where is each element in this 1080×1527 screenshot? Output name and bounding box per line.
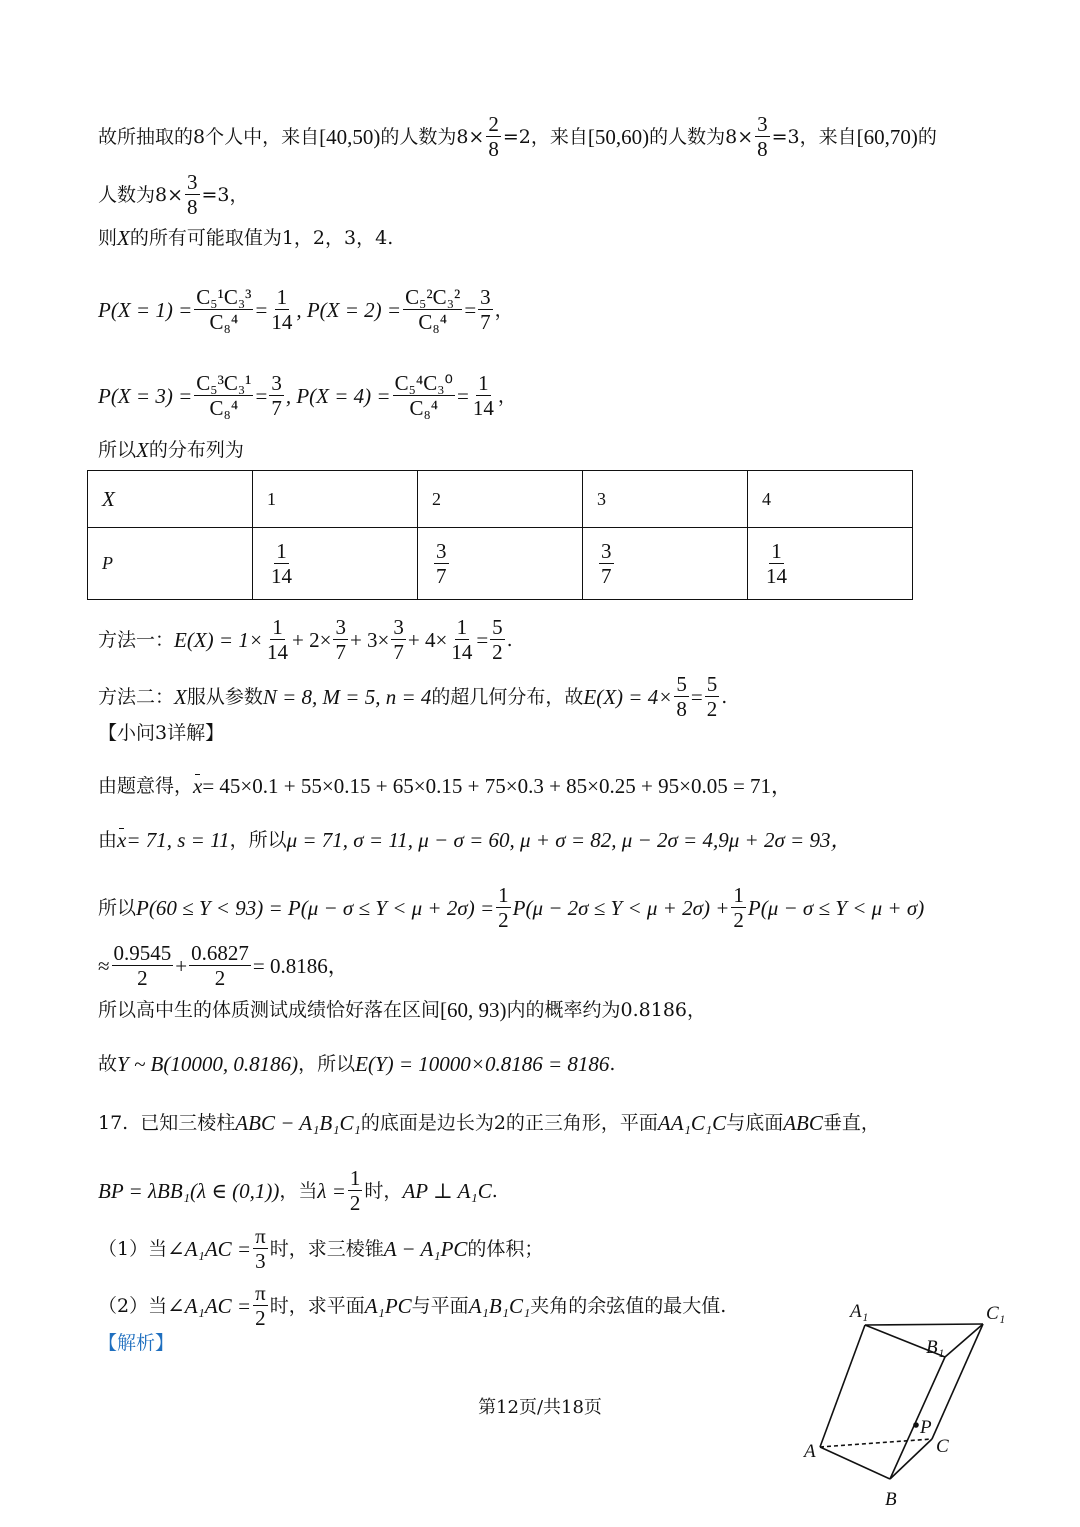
method-two: 方法二： X 服从参数 N = 8, M = 5, n = 4 的超几何分布，故 E(X) = 4× $\frac{5}{8}$ = $\frac{5}{2}$ . — [98, 672, 728, 721]
table-cell: $\frac{1}{14}$ — [748, 528, 913, 600]
label-c: C — [936, 1436, 949, 1457]
table-cell: $\frac{3}{7}$ — [418, 528, 583, 600]
binomial-expectation: 故 Y ~ B(10000, 0.8186) ，所以 E(Y) = 10000×0.8186 = 8186 . — [98, 1052, 616, 1076]
probability-x1-x2: P(X = 1) = $\frac{\text{C₅¹C₃³}}{\text{C₈⁴}}$ = $\frac{1}{14}$ , P(X = 2) = $\frac{\text{C₅²C₃²}}{\text{C₈⁴}}$ = $\frac{3}{7}$ ， — [98, 285, 514, 334]
edge-a-a1 — [820, 1325, 865, 1447]
subquestion-1: （1）当 ∠A₁AC = $\frac{\pi}{3}$ 时，求三棱锥 A − A₁PC 的体积； — [98, 1224, 544, 1273]
label-a: A — [804, 1441, 816, 1462]
point-p — [913, 1422, 919, 1428]
probability-x3-x4: P(X = 3) = $\frac{\text{C₅³C₃¹}}{\text{C₈⁴}}$ = $\frac{3}{7}$ , P(X = 4) = $\frac{\text{C₅⁴C₃⁰}}{\text{C₈⁴}}$ = $\frac{1}{14}$ ， — [98, 371, 517, 420]
subquestion-2: （2）当 ∠A₁AC = $\frac{\pi}{2}$ 时，求平面 A₁PC 与平面 A₁B₁C₁ 夹角的余弦值的最大值. — [98, 1281, 727, 1330]
problem-17-statement: 17. 已知三棱柱 ABC − A₁B₁C₁ 的底面是边长为2的正三角形，平面 AA₁C₁C 与底面 ABC 垂直， — [98, 1111, 880, 1135]
analysis-tag: 【解析】 — [98, 1332, 175, 1354]
table-cell: $\frac{1}{14}$ — [253, 528, 418, 600]
table-cell: 3 — [583, 471, 748, 528]
table-row-p — [88, 528, 913, 600]
label-b1: B₁ — [926, 1337, 945, 1358]
line-sample-counts-2: 人数为8× $\frac{3}{8}$ =3， — [98, 170, 249, 219]
mean-calculation: 由题意得， x = 45×0.1 + 55×0.15 + 65×0.15 + 75×0.3 + 85×0.25 + 95×0.05 = 71， — [98, 774, 793, 798]
label-b: B — [885, 1489, 897, 1510]
interval-probability: 所以高中生的体质测试成绩恰好落在区间 [60, 93) 内的概率约为0.8186， — [98, 998, 706, 1022]
edge-b-b1 — [890, 1357, 945, 1479]
edge-a1-c1 — [865, 1324, 983, 1325]
line-possible-values: 则 X 的所有可能取值为1，2，3，4. — [98, 226, 394, 250]
prism-figure — [800, 1287, 1060, 1527]
approximation: ≈ $\frac{0.9545}{2}$ + $\frac{0.6827}{2}$ = 0.8186， — [98, 941, 349, 990]
method-one: 方法一： E(X) = 1× $\frac{1}{14}$ + 2× $\frac{3}{7}$ + 3× $\frac{3}{7}$ + 4× $\frac{1}{14}$ = $\frac{5}{2}$ . — [98, 615, 513, 664]
distribution-table — [87, 470, 913, 600]
table-cell: 4 — [748, 471, 913, 528]
mu-sigma-calculation: 由 x = 71, s = 11 ，所以 μ = 71, σ = 11, μ − σ = 60, μ + σ = 82, μ − 2σ = 4,9μ + 2σ = 93， — [98, 828, 852, 852]
table-cell: 2 — [418, 471, 583, 528]
distribution-heading: 所以 X 的分布列为 — [98, 438, 244, 462]
edge-b-c — [890, 1439, 932, 1479]
label-c1: C₁ — [986, 1303, 1006, 1324]
table-cell: 1 — [253, 471, 418, 528]
edge-b1-c1 — [945, 1324, 983, 1357]
probability-interval: 所以 P(60 ≤ Y < 93) = P(μ − σ ≤ Y < μ + 2σ) = $\frac{1}{2}$ P(μ − 2σ ≤ Y < μ + 2σ) + $\frac{1}{2}$ P(μ − σ ≤ Y < μ + σ) — [98, 883, 925, 932]
page-footer: 第12页/共18页 — [478, 1397, 602, 1418]
subquestion-3-heading: 【小问3详解】 — [98, 722, 225, 744]
edge-a-c-hidden — [820, 1439, 932, 1447]
label-p: P — [920, 1417, 932, 1438]
table-cell-x-label: X — [88, 471, 253, 528]
table-cell: $\frac{3}{7}$ — [583, 528, 748, 600]
table-row-x — [88, 471, 913, 528]
label-a1: A₁ — [850, 1301, 869, 1322]
table-cell-p-label: P — [88, 528, 253, 600]
edge-a-b — [820, 1447, 890, 1479]
line-sample-counts: 故所抽取的8个人中，来自 [40,50) 的人数为8× $\frac{2}{8}$ =2，来自 [50,60) 的人数为8× $\frac{3}{8}$ =3，来自 [60,70) 的 — [98, 112, 937, 161]
problem-17-condition: BP = λBB₁(λ ∈ (0,1)) ，当 λ = $\frac{1}{2}$ 时， AP ⊥ A₁C . — [98, 1166, 498, 1215]
